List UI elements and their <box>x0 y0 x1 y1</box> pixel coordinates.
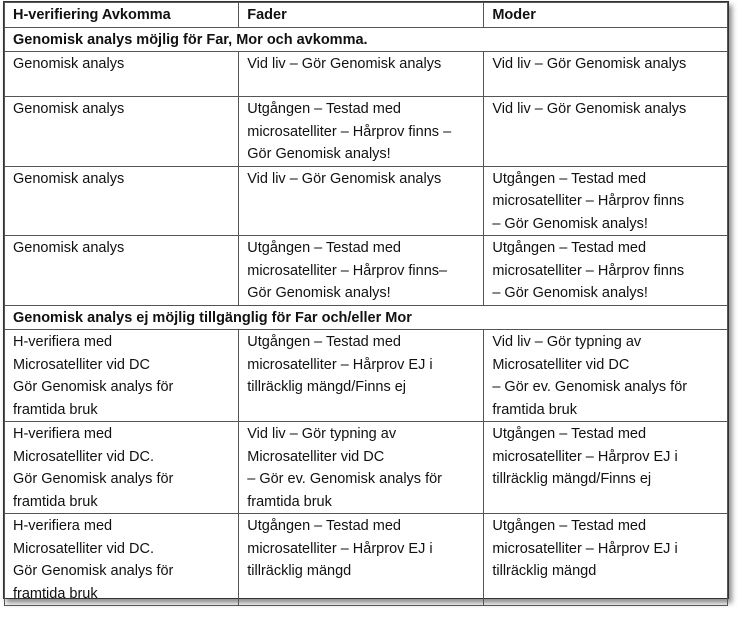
table-row <box>5 236 728 306</box>
table-frame <box>3 1 729 602</box>
cell-avkomma: H-verifiera med Microsatelliter vid DC. Gör Genomisk analys för framtida bruk <box>5 514 239 606</box>
table-row <box>5 422 728 514</box>
cell-avkomma: H-verifiera med Microsatelliter vid DC Gör Genomisk analys för framtida bruk <box>5 330 239 422</box>
cell-avkomma: Genomisk analys <box>5 236 239 306</box>
cell-moder: Utgången – Testad med microsatelliter – Hårprov finns – Gör Genomisk analys! <box>484 236 728 306</box>
cell-fader: Utgången – Testad med microsatelliter – Hårprov finns– Gör Genomisk analys! <box>239 236 484 306</box>
header-avkomma: H-verifiering Avkomma <box>5 3 239 28</box>
cell-avkomma: Genomisk analys <box>5 97 239 167</box>
header-fader: Fader <box>239 3 484 28</box>
cell-moder: Utgången – Testad med microsatelliter – Hårprov finns – Gör Genomisk analys! <box>484 166 728 236</box>
cell-moder: Vid liv – Gör typning av Microsatelliter vid DC – Gör ev. Genomisk analys för framtida bruk <box>484 330 728 422</box>
cell-avkomma: H-verifiera med Microsatelliter vid DC. Gör Genomisk analys för framtida bruk <box>5 422 239 514</box>
cell-moder: Utgången – Testad med microsatelliter – Hårprov EJ i tillräcklig mängd/Finns ej <box>484 422 728 514</box>
section-title-2: Genomisk analys ej möjlig tillgänglig för Far och/eller Mor <box>5 305 728 330</box>
cell-avkomma: Genomisk analys <box>5 52 239 97</box>
table-row <box>5 166 728 236</box>
header-row <box>5 3 728 28</box>
table-row <box>5 514 728 606</box>
section-title-1: Genomisk analys möjlig för Far, Mor och avkomma. <box>5 27 728 52</box>
cell-fader: Utgången – Testad med microsatelliter – Hårprov EJ i tillräcklig mängd <box>239 514 484 606</box>
cell-moder: Vid liv – Gör Genomisk analys <box>484 97 728 167</box>
table-row <box>5 330 728 422</box>
header-moder: Moder <box>484 3 728 28</box>
cell-fader: Vid liv – Gör Genomisk analys <box>239 52 484 97</box>
section-row <box>5 305 728 330</box>
table-row <box>5 97 728 167</box>
cell-avkomma: Genomisk analys <box>5 166 239 236</box>
table-row <box>5 52 728 97</box>
section-row <box>5 27 728 52</box>
cell-fader: Vid liv – Gör Genomisk analys <box>239 166 484 236</box>
cell-moder: Utgången – Testad med microsatelliter – Hårprov EJ i tillräcklig mängd <box>484 514 728 606</box>
verification-table <box>4 2 728 606</box>
cell-moder: Vid liv – Gör Genomisk analys <box>484 52 728 97</box>
cell-fader: Vid liv – Gör typning av Microsatelliter vid DC – Gör ev. Genomisk analys för framtida bruk <box>239 422 484 514</box>
cell-fader: Utgången – Testad med microsatelliter – Hårprov finns – Gör Genomisk analys! <box>239 97 484 167</box>
cell-fader: Utgången – Testad med microsatelliter – Hårprov EJ i tillräcklig mängd/Finns ej <box>239 330 484 422</box>
